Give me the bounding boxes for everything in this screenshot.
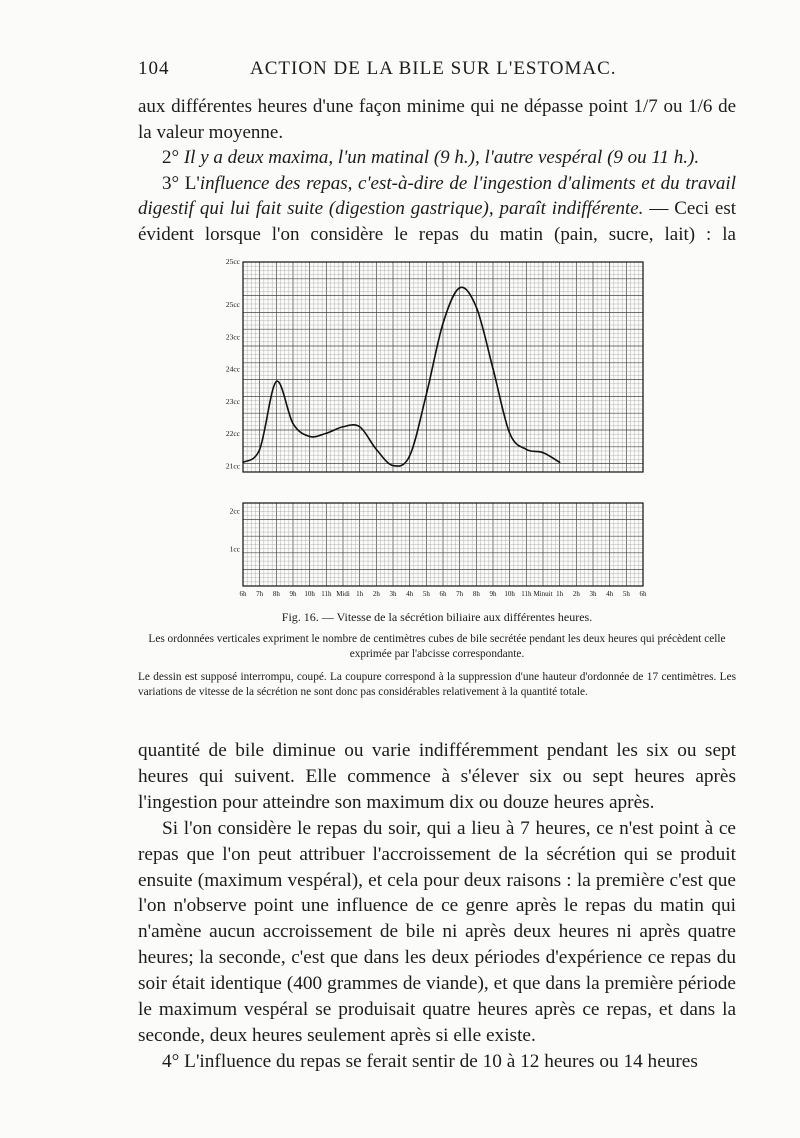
x-tick-label: 5h: [622, 590, 630, 598]
data-point: [476, 306, 478, 308]
x-tick-label: 2h: [572, 590, 580, 598]
x-tick-label: 6h: [639, 590, 647, 598]
data-point: [259, 449, 261, 451]
x-tick-label: 4h: [606, 590, 614, 598]
x-tick-label: 10h: [304, 590, 315, 598]
page-number: 104: [138, 58, 170, 79]
data-point: [459, 287, 461, 289]
data-point: [326, 432, 328, 434]
data-point: [526, 449, 528, 451]
data-point: [276, 381, 278, 383]
italic-text: influence des repas, c'est-à-dire de l'ingestion d'aliments et du travail digestif qui lui fait suite (digestion gastrique), paraît indifférente.: [138, 172, 736, 220]
upper-grid: [243, 262, 643, 472]
running-title: ACTION DE LA BILE SUR L'ESTOMAC.: [250, 58, 617, 79]
x-tick-label: 7h: [456, 590, 464, 598]
paragraph-3: [138, 171, 736, 248]
paragraph-6: 4° L'influence du repas se ferait sentir de 10 à 12 heures ou 14 heures: [162, 1050, 698, 1072]
paragraph-5: Si l'on considère le repas du soir, qui a lieu à 7 heures, ce n'est point à ce repas que l'on peut attribuer l'accroissement de la sécrétion qui se produit ensuite (maximum vespéral), et cela pour deux raisons : la première c'est que l'on n'observe point une influence de ce genre après le repas du matin qui n'amène aucun accroissement de bile ni après deux heures ni après quatre heures; la seconde, c'est que dans les deux périodes d'expérience ce repas du soir était identique (400 grammes de viande), et que dans la première période le maximum vespéral se produisait quatre heures après ce repas, et dans la seconde, deux heures seulement après si elle existe.: [138, 817, 736, 1046]
x-tick-label: 6h: [439, 590, 447, 598]
x-tick-label: 2h: [372, 590, 380, 598]
x-tick-label: 3h: [589, 590, 597, 598]
x-tick-label: 6h: [239, 590, 247, 598]
data-point: [342, 426, 344, 428]
x-tick-label: 1h: [356, 590, 364, 598]
y-tick-label-upper: 24cc: [225, 364, 240, 374]
y-tick-label-upper: 23cc: [225, 332, 240, 342]
x-tick-label: 8h: [272, 590, 280, 598]
data-point: [309, 436, 311, 438]
caption-note-2: Le dessin est supposé interrompu, coupé. La coupure correspond à la suppression d'une hauteur d'ordonnée de 17 centimètres. Les variations de vitesse de la sécrétion ne sont donc pas considérables relativement à la quantité totale.: [138, 671, 736, 698]
data-point: [359, 426, 361, 428]
y-tick-label-upper: 25cc: [225, 300, 240, 309]
article: L': [184, 172, 200, 194]
x-tick-label: 1h: [556, 590, 564, 598]
item-number: 3°: [162, 172, 185, 194]
top-text-block: [138, 94, 736, 248]
x-tick-label: 9h: [289, 590, 297, 598]
x-tick-label: 7h: [256, 590, 264, 598]
x-tick-label: 8h: [472, 590, 480, 598]
x-tick-label: Midi: [336, 590, 350, 598]
paragraph-2: [138, 145, 736, 171]
paragraph-4: quantité de bile diminue ou varie indifféremment pendant les six ou sept heures qui suivent. Elle commence à s'élever six ou sept heures après l'ingestion pour atteindre son maximum dix ou douze heures après.: [138, 740, 736, 813]
y-tick-label-upper: 23cc: [225, 396, 240, 406]
data-point: [392, 465, 394, 467]
y-tick-label-lower: 2cc: [229, 506, 240, 516]
x-tick-label: 4h: [406, 590, 414, 598]
y-tick-label-upper: 25cc: [225, 257, 240, 266]
normal-text: — Ceci est évident lorsque l'on considère le repas du matin (pain, sucre, lait) : la: [138, 198, 736, 245]
data-point: [292, 423, 294, 425]
x-tick-label: Minuit: [533, 590, 553, 598]
data-point: [426, 394, 428, 396]
x-tick-label: 11h: [521, 590, 532, 598]
data-point: [409, 455, 411, 457]
lower-grid: [243, 503, 643, 586]
x-tick-labels: [240, 590, 648, 598]
data-point: [559, 462, 561, 464]
data-point: [492, 368, 494, 370]
x-tick-label: 9h: [489, 590, 497, 598]
x-tick-label: 5h: [422, 590, 430, 598]
x-tick-label: 10h: [504, 590, 515, 598]
item-number: 2°: [162, 147, 184, 169]
italic-text: Il y a deux maxima, l'un matinal (9 h.), l'autre vespéral (9 ou 11 h.).: [183, 147, 700, 169]
data-point: [542, 452, 544, 454]
figure-title: Fig. 16. — Vitesse de la sécrétion biliaire aux différentes heures.: [281, 610, 593, 624]
data-point: [509, 432, 511, 434]
bile-secretion-chart: [215, 250, 660, 605]
x-tick-label: 11h: [321, 590, 332, 598]
y-tick-label-lower: 1cc: [229, 544, 240, 554]
data-point: [442, 323, 444, 325]
figure-caption: [138, 610, 736, 700]
paragraph-1: aux différentes heures d'une façon minime qui ne dépasse point 1/7 ou 1/6 de la valeur moyenne.: [138, 96, 736, 143]
y-tick-label-upper: 21cc: [225, 461, 240, 471]
bottom-text-block: [138, 738, 736, 1075]
y-tick-label-upper: 22cc: [225, 429, 240, 439]
y-tick-labels: [226, 257, 241, 553]
x-tick-label: 3h: [389, 590, 397, 598]
data-point: [242, 462, 244, 464]
caption-note-1: Les ordonnées verticales expriment le nombre de centimètres cubes de bile secrétée pendant les deux heures qui précèdent celle exprimée par l'abcisse correspondante.: [148, 633, 726, 660]
page-header: [138, 58, 738, 88]
data-point: [376, 449, 378, 451]
